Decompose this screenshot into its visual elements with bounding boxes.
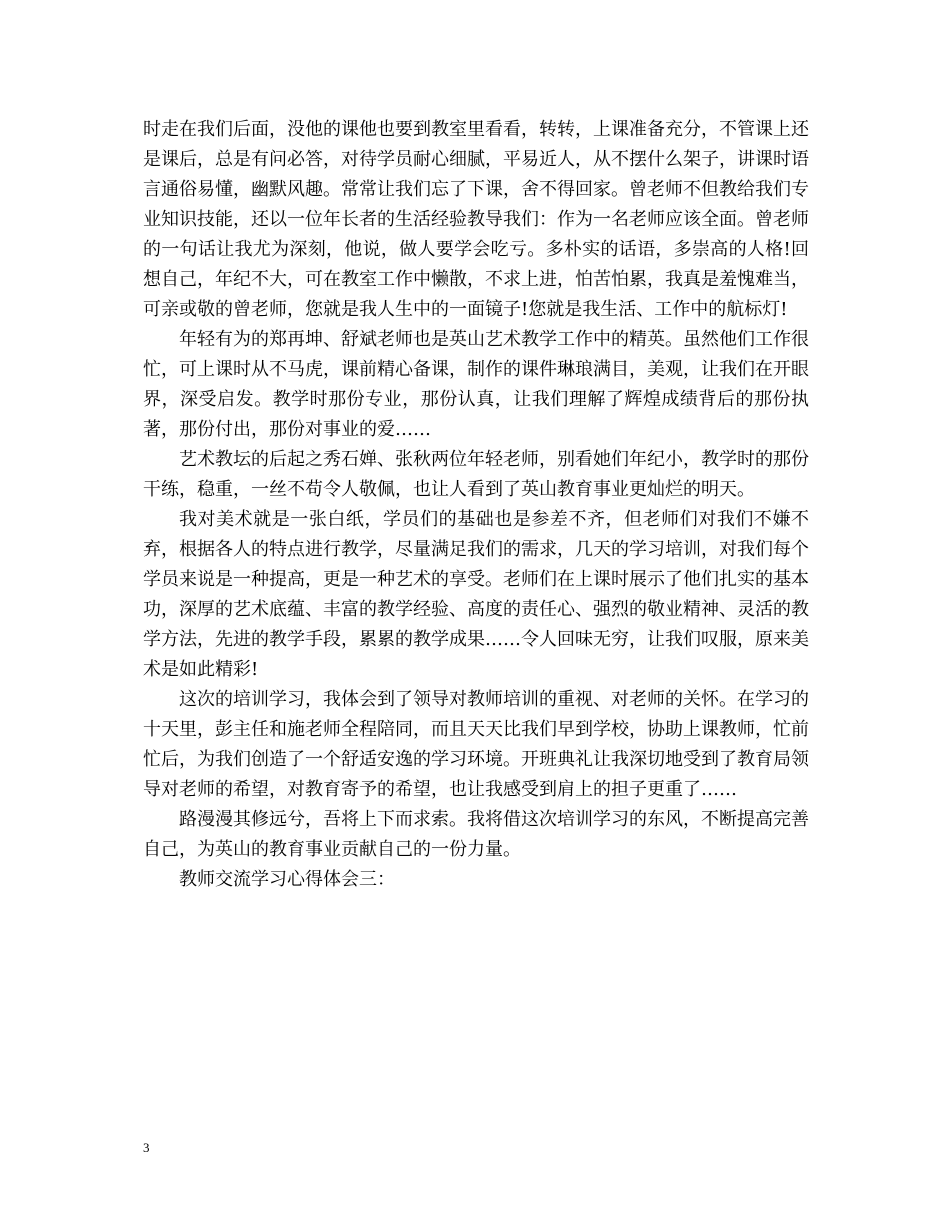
page-number: 3 <box>143 1140 150 1155</box>
section-heading: 教师交流学习心得体会三： <box>179 869 395 890</box>
paragraph-1: 时走在我们后面，没他的课他也要到教室里看看，转转，上课准备充分，不管课上还是课后，总是有问必答，对待学员耐心细腻，平易近人，从不摆什么架子，讲课时语言通俗易懂，幽默风趣。常常让我们忘了下课，舍不得回家。曾老师不但教给我们专业知识技能，还以一位年长者的生活经验教导我们：作为一名老师应该全面。曾老师的一句话让我尤为深刻，他说，做人要学会吃亏。多朴实的话语，多崇高的人格!回想自己，年纪不大，可在教室工作中懒散，不求上进，怕苦怕累，我真是羞愧难当，可亲或敬的曾老师，您就是我人生中的一面镜子!您就是我生活、工作中的航标灯! <box>143 119 809 320</box>
paragraph-4: 我对美术就是一张白纸，学员们的基础也是参差不齐，但老师们对我们不嫌不弃，根据各人的特点进行教学，尽量满足我们的需求，几天的学习培训，对我们每个学员来说是一种提高，更是一种艺术的享受。老师们在上课时展示了他们扎实的基本功，深厚的艺术底蕴、丰富的教学经验、高度的责任心、强烈的敬业精神、灵活的教学方法，先进的教学手段，累累的教学成果……令人回味无穷，让我们叹服，原来美术是如此精彩! <box>143 509 809 680</box>
paragraph-2: 年轻有为的郑再坤、舒斌老师也是英山艺术教学工作中的精英。虽然他们工作很忙，可上课时从不马虎，课前精心备课，制作的课件琳琅满目，美观，让我们在开眼界，深受启发。教学时那份专业，那份认真，让我们理解了辉煌成绩背后的那份执著，那份付出，那份对事业的爱…… <box>143 329 809 440</box>
paragraph-5: 这次的培训学习，我体会到了领导对教师培训的重视、对老师的关怀。在学习的十天里，彭主任和施老师全程陪同，而且天天比我们早到学校，协助上课教师，忙前忙后，为我们创造了一个舒适安逸的学习环境。开班典礼让我深切地受到了教育局领导对老师的希望，对教育寄予的希望，也让我感受到肩上的担子更重了…… <box>143 689 809 800</box>
body-text <box>143 115 809 895</box>
paragraph-6: 路漫漫其修远兮，吾将上下而求索。我将借这次培训学习的东风，不断提高完善自己，为英山的教育事业贡献自己的一份力量。 <box>143 809 809 860</box>
paragraph-3: 艺术教坛的后起之秀石婵、张秋两位年轻老师，别看她们年纪小，教学时的那份干练，稳重，一丝不苟令人敬佩，也让人看到了英山教育事业更灿烂的明天。 <box>143 449 809 500</box>
